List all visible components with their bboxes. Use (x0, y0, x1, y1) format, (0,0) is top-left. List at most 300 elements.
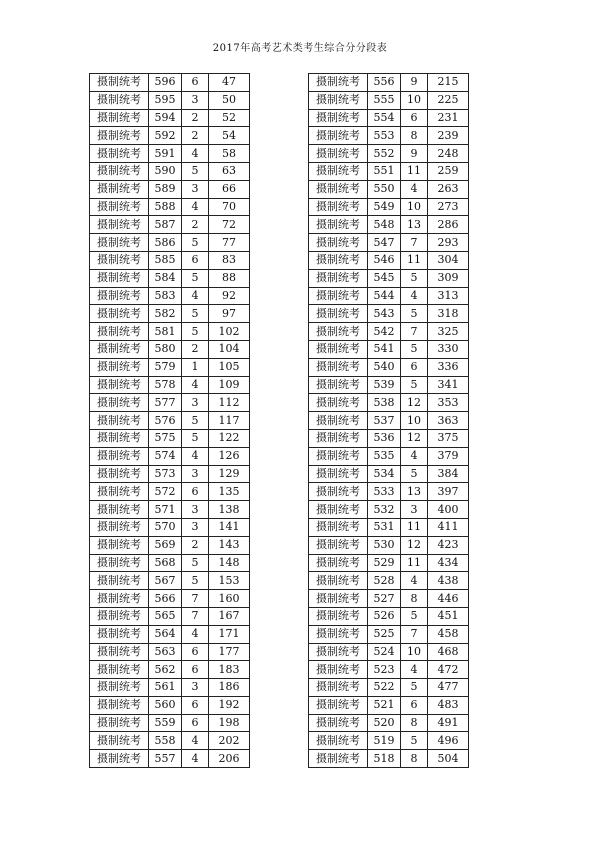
count-cell: 7 (401, 234, 428, 252)
table-row (90, 447, 250, 465)
table-row (90, 607, 250, 625)
category-cell: 摄制统考 (90, 412, 149, 430)
table-row (309, 483, 469, 501)
count-cell: 7 (182, 590, 209, 608)
score-cell: 556 (368, 74, 401, 92)
table-row (309, 198, 469, 216)
count-cell: 3 (182, 394, 209, 412)
table-row (309, 180, 469, 198)
category-cell: 摄制统考 (90, 340, 149, 358)
table-row (90, 412, 250, 430)
category-cell: 摄制统考 (90, 554, 149, 572)
table-row (90, 429, 250, 447)
score-cell: 583 (149, 287, 182, 305)
score-cell: 574 (149, 447, 182, 465)
cumulative-cell: 304 (428, 251, 469, 269)
score-cell: 554 (368, 109, 401, 127)
category-cell: 摄制统考 (309, 661, 368, 679)
category-cell: 摄制统考 (309, 429, 368, 447)
table-row (90, 501, 250, 519)
score-cell: 525 (368, 625, 401, 643)
score-cell: 570 (149, 518, 182, 536)
score-cell: 545 (368, 269, 401, 287)
category-cell: 摄制统考 (90, 358, 149, 376)
category-cell: 摄制统考 (90, 536, 149, 554)
cumulative-cell: 192 (209, 696, 250, 714)
category-cell: 摄制统考 (90, 572, 149, 590)
score-cell: 589 (149, 180, 182, 198)
count-cell: 5 (182, 305, 209, 323)
count-cell: 2 (182, 536, 209, 554)
score-cell: 542 (368, 323, 401, 341)
table-row (309, 679, 469, 697)
cumulative-cell: 341 (428, 376, 469, 394)
count-cell: 12 (401, 536, 428, 554)
count-cell: 5 (182, 162, 209, 180)
cumulative-cell: 97 (209, 305, 250, 323)
count-cell: 10 (401, 198, 428, 216)
cumulative-cell: 336 (428, 358, 469, 376)
cumulative-cell: 105 (209, 358, 250, 376)
category-cell: 摄制统考 (309, 750, 368, 768)
cumulative-cell: 468 (428, 643, 469, 661)
cumulative-cell: 47 (209, 74, 250, 92)
cumulative-cell: 77 (209, 234, 250, 252)
cumulative-cell: 66 (209, 180, 250, 198)
category-cell: 摄制统考 (90, 643, 149, 661)
score-cell: 563 (149, 643, 182, 661)
count-cell: 5 (401, 607, 428, 625)
table-row (90, 732, 250, 750)
count-cell: 12 (401, 429, 428, 447)
score-cell: 549 (368, 198, 401, 216)
table-row (90, 679, 250, 697)
table-row (309, 536, 469, 554)
score-cell: 576 (149, 412, 182, 430)
score-cell: 524 (368, 643, 401, 661)
category-cell: 摄制统考 (309, 198, 368, 216)
count-cell: 4 (401, 661, 428, 679)
table-row (90, 465, 250, 483)
cumulative-cell: 231 (428, 109, 469, 127)
cumulative-cell: 117 (209, 412, 250, 430)
cumulative-cell: 135 (209, 483, 250, 501)
table-row (309, 661, 469, 679)
score-cell: 559 (149, 714, 182, 732)
count-cell: 4 (182, 145, 209, 163)
count-cell: 3 (182, 91, 209, 109)
cumulative-cell: 70 (209, 198, 250, 216)
score-cell: 569 (149, 536, 182, 554)
category-cell: 摄制统考 (309, 714, 368, 732)
score-cell: 531 (368, 518, 401, 536)
count-cell: 5 (401, 465, 428, 483)
cumulative-cell: 92 (209, 287, 250, 305)
score-cell: 536 (368, 429, 401, 447)
table-row (309, 447, 469, 465)
category-cell: 摄制统考 (90, 376, 149, 394)
category-cell: 摄制统考 (90, 91, 149, 109)
score-cell: 572 (149, 483, 182, 501)
table-row (309, 145, 469, 163)
score-cell: 544 (368, 287, 401, 305)
table-row (309, 590, 469, 608)
page-title: 2017年高考艺术类考生综合分分段表 (212, 43, 388, 54)
count-cell: 9 (401, 145, 428, 163)
count-cell: 5 (182, 234, 209, 252)
table-row (90, 323, 250, 341)
score-cell: 591 (149, 145, 182, 163)
count-cell: 7 (182, 607, 209, 625)
cumulative-cell: 167 (209, 607, 250, 625)
count-cell: 3 (401, 501, 428, 519)
score-table-right (308, 73, 469, 768)
category-cell: 摄制统考 (309, 447, 368, 465)
score-cell: 527 (368, 590, 401, 608)
count-cell: 2 (182, 109, 209, 127)
category-cell: 摄制统考 (309, 572, 368, 590)
score-cell: 533 (368, 483, 401, 501)
cumulative-cell: 309 (428, 269, 469, 287)
score-cell: 552 (368, 145, 401, 163)
count-cell: 4 (401, 572, 428, 590)
score-cell: 581 (149, 323, 182, 341)
category-cell: 摄制统考 (90, 625, 149, 643)
table-row (309, 287, 469, 305)
score-cell: 522 (368, 679, 401, 697)
score-cell: 587 (149, 216, 182, 234)
category-cell: 摄制统考 (309, 162, 368, 180)
category-cell: 摄制统考 (309, 696, 368, 714)
cumulative-cell: 293 (428, 234, 469, 252)
score-cell: 519 (368, 732, 401, 750)
score-cell: 539 (368, 376, 401, 394)
category-cell: 摄制统考 (90, 447, 149, 465)
cumulative-cell: 491 (428, 714, 469, 732)
table-row (90, 572, 250, 590)
cumulative-cell: 215 (428, 74, 469, 92)
category-cell: 摄制统考 (309, 269, 368, 287)
cumulative-cell: 379 (428, 447, 469, 465)
category-cell: 摄制统考 (309, 732, 368, 750)
table-row (90, 394, 250, 412)
cumulative-cell: 72 (209, 216, 250, 234)
count-cell: 12 (401, 394, 428, 412)
score-cell: 550 (368, 180, 401, 198)
cumulative-cell: 446 (428, 590, 469, 608)
cumulative-cell: 50 (209, 91, 250, 109)
category-cell: 摄制统考 (309, 91, 368, 109)
cumulative-cell: 423 (428, 536, 469, 554)
table-row (90, 714, 250, 732)
category-cell: 摄制统考 (90, 394, 149, 412)
category-cell: 摄制统考 (309, 483, 368, 501)
category-cell: 摄制统考 (90, 251, 149, 269)
category-cell: 摄制统考 (309, 590, 368, 608)
category-cell: 摄制统考 (309, 607, 368, 625)
category-cell: 摄制统考 (309, 305, 368, 323)
cumulative-cell: 206 (209, 750, 250, 768)
category-cell: 摄制统考 (309, 643, 368, 661)
table-row (90, 145, 250, 163)
table-row (309, 234, 469, 252)
score-cell: 565 (149, 607, 182, 625)
table-row (90, 625, 250, 643)
count-cell: 2 (182, 216, 209, 234)
category-cell: 摄制统考 (90, 465, 149, 483)
category-cell: 摄制统考 (90, 429, 149, 447)
table-row (309, 394, 469, 412)
count-cell: 13 (401, 483, 428, 501)
score-cell: 518 (368, 750, 401, 768)
count-cell: 6 (182, 714, 209, 732)
score-cell: 553 (368, 127, 401, 145)
cumulative-cell: 112 (209, 394, 250, 412)
score-cell: 543 (368, 305, 401, 323)
category-cell: 摄制统考 (90, 287, 149, 305)
score-cell: 571 (149, 501, 182, 519)
score-cell: 557 (149, 750, 182, 768)
category-cell: 摄制统考 (90, 162, 149, 180)
category-cell: 摄制统考 (309, 518, 368, 536)
score-cell: 535 (368, 447, 401, 465)
count-cell: 5 (401, 732, 428, 750)
cumulative-cell: 318 (428, 305, 469, 323)
cumulative-cell: 286 (428, 216, 469, 234)
table-row (309, 376, 469, 394)
count-cell: 5 (401, 305, 428, 323)
cumulative-cell: 384 (428, 465, 469, 483)
score-cell: 594 (149, 109, 182, 127)
count-cell: 6 (401, 109, 428, 127)
count-cell: 7 (401, 625, 428, 643)
category-cell: 摄制统考 (90, 145, 149, 163)
count-cell: 4 (401, 447, 428, 465)
cumulative-cell: 143 (209, 536, 250, 554)
table-row (309, 127, 469, 145)
cumulative-cell: 434 (428, 554, 469, 572)
category-cell: 摄制统考 (90, 501, 149, 519)
score-cell: 547 (368, 234, 401, 252)
category-cell: 摄制统考 (309, 216, 368, 234)
category-cell: 摄制统考 (90, 483, 149, 501)
table-row (90, 269, 250, 287)
table-row (90, 483, 250, 501)
table-row (90, 536, 250, 554)
category-cell: 摄制统考 (90, 590, 149, 608)
score-cell: 546 (368, 251, 401, 269)
category-cell: 摄制统考 (90, 661, 149, 679)
cumulative-cell: 363 (428, 412, 469, 430)
category-cell: 摄制统考 (90, 732, 149, 750)
category-cell: 摄制统考 (90, 198, 149, 216)
table-row (309, 501, 469, 519)
count-cell: 5 (182, 429, 209, 447)
count-cell: 13 (401, 216, 428, 234)
category-cell: 摄制统考 (90, 679, 149, 697)
count-cell: 3 (182, 518, 209, 536)
category-cell: 摄制统考 (90, 518, 149, 536)
category-cell: 摄制统考 (90, 607, 149, 625)
table-row (309, 162, 469, 180)
category-cell: 摄制统考 (309, 74, 368, 92)
table-row (90, 340, 250, 358)
table-row (90, 750, 250, 768)
category-cell: 摄制统考 (309, 323, 368, 341)
category-cell: 摄制统考 (90, 696, 149, 714)
count-cell: 3 (182, 465, 209, 483)
count-cell: 6 (182, 643, 209, 661)
category-cell: 摄制统考 (90, 109, 149, 127)
score-cell: 532 (368, 501, 401, 519)
table-row (90, 91, 250, 109)
table-row (309, 340, 469, 358)
count-cell: 6 (401, 696, 428, 714)
table-row (90, 109, 250, 127)
count-cell: 5 (401, 376, 428, 394)
score-cell: 568 (149, 554, 182, 572)
table-row (309, 732, 469, 750)
count-cell: 9 (401, 74, 428, 92)
score-cell: 566 (149, 590, 182, 608)
cumulative-cell: 397 (428, 483, 469, 501)
cumulative-cell: 477 (428, 679, 469, 697)
count-cell: 6 (401, 358, 428, 376)
table-row (90, 590, 250, 608)
table-row (309, 74, 469, 92)
cumulative-cell: 83 (209, 251, 250, 269)
table-row (309, 305, 469, 323)
cumulative-cell: 54 (209, 127, 250, 145)
table-row (309, 216, 469, 234)
cumulative-cell: 186 (209, 679, 250, 697)
category-cell: 摄制统考 (90, 127, 149, 145)
score-cell: 558 (149, 732, 182, 750)
cumulative-cell: 483 (428, 696, 469, 714)
category-cell: 摄制统考 (309, 180, 368, 198)
count-cell: 4 (401, 287, 428, 305)
cumulative-cell: 58 (209, 145, 250, 163)
score-cell: 551 (368, 162, 401, 180)
category-cell: 摄制统考 (309, 625, 368, 643)
count-cell: 4 (182, 732, 209, 750)
cumulative-cell: 109 (209, 376, 250, 394)
score-cell: 560 (149, 696, 182, 714)
score-cell: 579 (149, 358, 182, 376)
cumulative-cell: 353 (428, 394, 469, 412)
count-cell: 4 (182, 625, 209, 643)
count-cell: 10 (401, 412, 428, 430)
count-cell: 6 (182, 251, 209, 269)
cumulative-cell: 325 (428, 323, 469, 341)
score-cell: 586 (149, 234, 182, 252)
cumulative-cell: 375 (428, 429, 469, 447)
score-cell: 521 (368, 696, 401, 714)
count-cell: 6 (182, 696, 209, 714)
table-row (309, 429, 469, 447)
count-cell: 7 (401, 323, 428, 341)
category-cell: 摄制统考 (90, 180, 149, 198)
score-cell: 534 (368, 465, 401, 483)
score-cell: 575 (149, 429, 182, 447)
score-cell: 592 (149, 127, 182, 145)
count-cell: 6 (182, 661, 209, 679)
count-cell: 8 (401, 127, 428, 145)
cumulative-cell: 451 (428, 607, 469, 625)
category-cell: 摄制统考 (309, 536, 368, 554)
table-row (90, 518, 250, 536)
score-cell: 584 (149, 269, 182, 287)
score-cell: 538 (368, 394, 401, 412)
cumulative-cell: 438 (428, 572, 469, 590)
table-row (90, 696, 250, 714)
table-row (90, 643, 250, 661)
category-cell: 摄制统考 (90, 269, 149, 287)
score-cell: 520 (368, 714, 401, 732)
table-row (309, 91, 469, 109)
cumulative-cell: 330 (428, 340, 469, 358)
count-cell: 8 (401, 714, 428, 732)
cumulative-cell: 171 (209, 625, 250, 643)
cumulative-cell: 63 (209, 162, 250, 180)
cumulative-cell: 129 (209, 465, 250, 483)
count-cell: 11 (401, 251, 428, 269)
score-cell: 548 (368, 216, 401, 234)
cumulative-cell: 148 (209, 554, 250, 572)
count-cell: 5 (401, 269, 428, 287)
score-cell: 526 (368, 607, 401, 625)
table-row (309, 109, 469, 127)
cumulative-cell: 248 (428, 145, 469, 163)
score-cell: 530 (368, 536, 401, 554)
table-row (309, 518, 469, 536)
category-cell: 摄制统考 (309, 109, 368, 127)
score-cell: 578 (149, 376, 182, 394)
table-row (309, 625, 469, 643)
cumulative-cell: 52 (209, 109, 250, 127)
count-cell: 3 (182, 679, 209, 697)
cumulative-cell: 183 (209, 661, 250, 679)
category-cell: 摄制统考 (90, 216, 149, 234)
category-cell: 摄制统考 (90, 74, 149, 92)
table-row (90, 287, 250, 305)
cumulative-cell: 411 (428, 518, 469, 536)
cumulative-cell: 202 (209, 732, 250, 750)
count-cell: 5 (401, 340, 428, 358)
category-cell: 摄制统考 (309, 465, 368, 483)
count-cell: 4 (182, 287, 209, 305)
count-cell: 8 (401, 750, 428, 768)
count-cell: 2 (182, 340, 209, 358)
score-cell: 588 (149, 198, 182, 216)
score-cell: 528 (368, 572, 401, 590)
table-row (90, 376, 250, 394)
count-cell: 11 (401, 518, 428, 536)
count-cell: 4 (182, 198, 209, 216)
category-cell: 摄制统考 (90, 234, 149, 252)
cumulative-cell: 313 (428, 287, 469, 305)
score-cell: 573 (149, 465, 182, 483)
score-table-left (89, 73, 250, 768)
count-cell: 4 (182, 447, 209, 465)
count-cell: 10 (401, 643, 428, 661)
category-cell: 摄制统考 (309, 340, 368, 358)
cumulative-cell: 458 (428, 625, 469, 643)
table-row (309, 358, 469, 376)
count-cell: 2 (182, 127, 209, 145)
table-row (90, 162, 250, 180)
cumulative-cell: 472 (428, 661, 469, 679)
